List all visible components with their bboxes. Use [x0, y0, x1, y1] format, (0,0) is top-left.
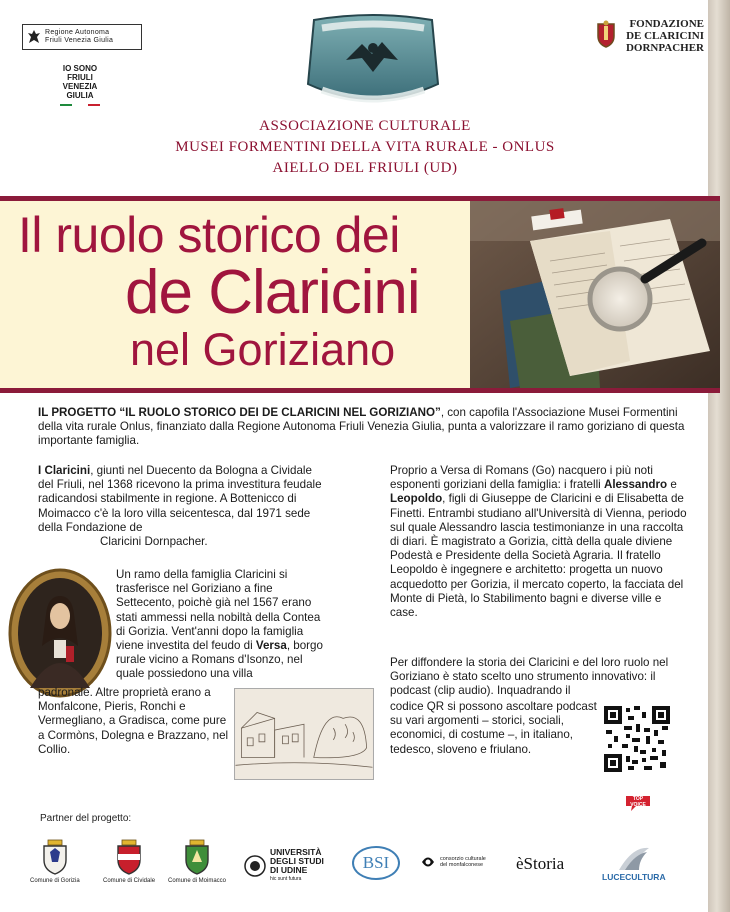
col1-p2-bold: Versa — [255, 639, 287, 653]
col2-paragraph3 — [390, 700, 600, 757]
top-voice-badge — [624, 794, 652, 812]
consorzio-icon — [420, 855, 436, 869]
intro-paragraph — [38, 406, 703, 449]
col2-p1-mid: e — [667, 478, 677, 492]
regione-line2: Friuli Venezia Giulia — [45, 37, 114, 44]
iosono-line1: IO SONO — [62, 64, 98, 73]
partner-uniud[interactable] — [244, 848, 324, 884]
fondazione-line3: DORNPACHER — [625, 42, 704, 54]
eagle-icon — [27, 29, 41, 45]
col1-p1-text: , giunti nel Duecento da Bologna a Cividale del Friuli, nel 1368 ricevono la prima investitura feudale radicandosi stabilmente in regione. A Bottenicco di Moimacco c'è la loro villa seicentesca, dal 1971 sede della Fondazione de — [38, 464, 322, 534]
cividale-crest-icon — [114, 838, 144, 876]
col2-p2-a: Per diffondere la storia dei Claricini e del loro ruolo nel Goriziano è stato scelto uno strumento innovativo: il podcast (clip audio). Inquadrando il — [390, 656, 669, 698]
university-seal-icon — [244, 855, 266, 877]
col1-p2-c: padronale. Altre proprietà erano a Monfalcone, Pieris, Ronchi e Vermegliano, a Gradisca, come pure a Cormòns, Dolegna e Brazzano, nel Collio. — [38, 686, 229, 756]
banner-bottom-bar — [0, 388, 720, 393]
consorzio-line1: consorzio culturale — [440, 856, 486, 862]
col1-paragraph1 — [38, 464, 328, 549]
association-heading — [0, 116, 730, 179]
tricolor-flag-icon — [52, 104, 108, 106]
uniud-line1: UNIVERSITÀ — [270, 847, 322, 857]
uniud-line3: DI UDINE — [270, 865, 308, 875]
col2-paragraph2 — [390, 656, 690, 699]
association-line3: AIELLO DEL FRIULI (UD) — [272, 160, 458, 176]
uniud-motto: hic sunt futura — [270, 876, 302, 882]
cividale-caption: Comune di Cividale — [103, 878, 156, 884]
bsi-text: BSI — [362, 853, 390, 872]
association-line2: MUSEI FORMENTINI DELLA VITA RURALE - ONLUS — [175, 139, 555, 155]
partner-label: Partner del progetto: — [40, 813, 132, 824]
partner-estoria[interactable] — [516, 854, 564, 874]
partner-bsi[interactable] — [352, 846, 400, 880]
intro-bold: IL PROGETTO “IL RUOLO STORICO DEI DE CLARICINI NEL GORIZIANO” — [38, 406, 441, 419]
top-voice-text: TOP VOICE — [630, 796, 646, 808]
col1-paragraph3 — [38, 686, 230, 757]
estoria-text: èStoria — [516, 854, 565, 873]
moimacco-crest-icon — [182, 838, 212, 876]
col2-p2-b: codice QR si possono ascoltare podcast su vari argomenti – storici, sociali, economici, di costume –, in italiano, tedesco, sloveno e friulano. — [390, 700, 597, 756]
crest-icon — [596, 20, 616, 48]
gorizia-crest-icon — [40, 838, 70, 876]
col2-p1-a: Proprio a Versa di Romans (Go) nacquero i più noti esponenti goriziani della famiglia: i fratelli — [390, 464, 653, 492]
io-sono-fvg-logo — [52, 64, 108, 106]
fondazione-line1: FONDAZIONE — [629, 18, 704, 30]
iosono-line4: GIULIA — [66, 91, 94, 100]
col1-p2-a: Un ramo della famiglia Claricini si trasferisce nel Goriziano a fine Settecento, poichè già nel 1567 erano stati ammessi nella nobiltà della Contea di Gorizia. Vent'anni dopo la famiglia viene investita del feudo di — [116, 568, 321, 653]
col2-p1-b: , figli di Giuseppe de Claricini e di Elisabetta de Finetti. Entrambi studiano all'Università di Vienna, periodo sul quale Alessandro lascia testimonianze in una raccolta di diari. È magistrato a Gorizia, città della quale diviene Podestà e Presidente della Società Agraria. Il fratello Leopoldo è ingegnere e architetto: progetta un nuovo acquedotto per Gorizia, il mercato coperto, la facciata del Monte di Pietà, lo Stabilimento bagni e diverse ville e case. — [390, 492, 687, 620]
col1-p2-b: , borgo rurale vicino a Romans d'Isonzo, nel quale possiedono una villa — [116, 639, 323, 681]
fondazione-logo — [596, 18, 704, 54]
title-line3: nel Goriziano — [130, 324, 396, 375]
museum-seal-logo — [300, 14, 446, 106]
iosono-line2: FRIULI — [67, 73, 93, 82]
col1-bold: I Claricini — [38, 464, 91, 477]
gorizia-caption: Comune di Gorizia — [30, 878, 80, 884]
villa-sketch-image — [234, 688, 374, 780]
title-line1: Il ruolo storico dei — [18, 207, 400, 263]
partner-consorzio[interactable] — [420, 855, 486, 869]
lucecultura-icon — [617, 846, 651, 872]
partner-lucecultura[interactable] — [602, 846, 666, 882]
intro-rest: , con capofila l'Associazione Musei Formentini della vita rurale Onlus, finanziato dalla Regione Autonoma Friuli Venezia Giulia, punta a valorizzare il ramo goriziano di questa importante famiglia. — [38, 406, 685, 448]
partner-moimacco[interactable] — [168, 838, 226, 884]
fondazione-line2: DE CLARICINI — [626, 30, 704, 42]
col1-paragraph2 — [116, 568, 332, 682]
uniud-line2: DEGLI STUDI — [270, 856, 324, 866]
lucecultura-text: LUCECULTURA — [602, 872, 666, 882]
qr-code-icon[interactable] — [604, 706, 670, 772]
leopoldo-bold: Leopoldo — [390, 492, 443, 506]
alessandro-bold: Alessandro — [603, 478, 668, 492]
regione-logo — [22, 24, 142, 50]
consorzio-line2: del monfalconese — [440, 862, 484, 868]
portrait-image — [8, 568, 112, 698]
regione-line1: Regione Autonoma — [45, 29, 110, 36]
association-line1: ASSOCIAZIONE CULTURALE — [259, 118, 471, 134]
moimacco-caption: Comune di Moimacco — [168, 878, 227, 884]
partner-gorizia[interactable] — [30, 838, 80, 884]
title-line2: de Claricini — [125, 258, 420, 327]
partner-cividale[interactable] — [103, 838, 155, 884]
iosono-line3: VENEZIA — [62, 82, 98, 91]
col2-paragraph1 — [390, 464, 690, 620]
col1-p1-end: Claricini Dornpacher. — [100, 535, 208, 549]
books-magnifier-photo — [470, 201, 720, 388]
